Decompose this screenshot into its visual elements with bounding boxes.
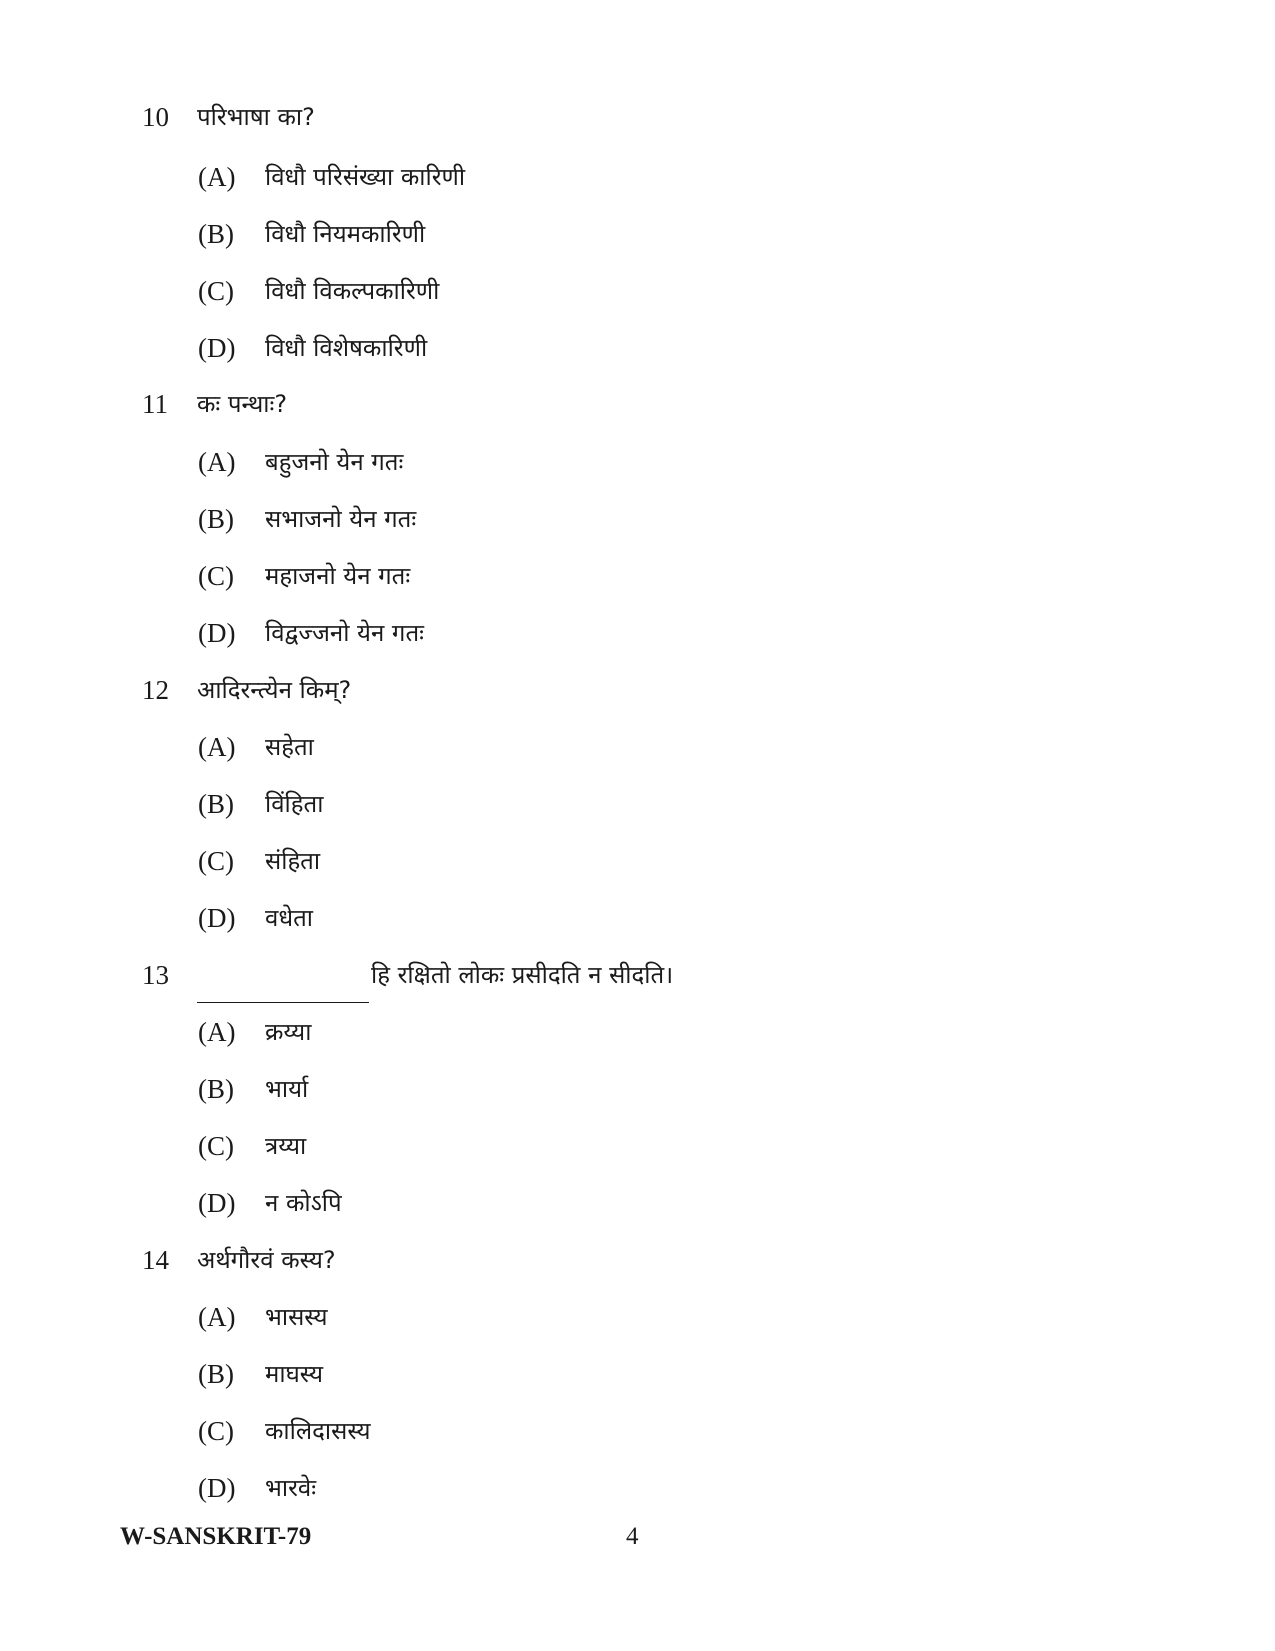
option-letter: (C): [198, 846, 234, 876]
option-letter: (C): [198, 1131, 234, 1161]
question-text: कः पन्थाः?: [197, 390, 288, 418]
option-letter: (A): [198, 162, 236, 192]
option-letter: (C): [198, 1416, 234, 1446]
question-text-with-blank: [197, 948, 673, 1003]
option-text: विधौ परिसंख्या कारिणी: [265, 163, 466, 191]
option-letter: (D): [198, 1188, 236, 1218]
question-number: 14: [142, 1245, 169, 1275]
option-letter: (A): [198, 1302, 236, 1332]
question-text: हि रक्षितो लोकः प्रसीदति न सीदति।: [371, 961, 674, 989]
question-number: 11: [142, 389, 168, 419]
option-text: भारवेः: [265, 1474, 317, 1502]
option-letter: (D): [198, 333, 236, 363]
option-letter: (B): [198, 1359, 234, 1389]
option-letter: (B): [198, 1074, 234, 1104]
option-text: क्रय्या: [265, 1018, 312, 1046]
option-text: सभाजनो येन गतः: [265, 505, 417, 533]
option-letter: (D): [198, 618, 236, 648]
paper-code: W-SANSKRIT-79: [120, 1523, 312, 1550]
option-text: विधौ नियमकारिणी: [265, 220, 426, 248]
option-letter: (C): [198, 561, 234, 591]
question-text: अर्थगौरवं कस्य?: [197, 1246, 336, 1274]
option-text: भासस्य: [265, 1303, 328, 1331]
option-text: सहेता: [265, 733, 314, 761]
option-text: महाजनो येन गतः: [265, 562, 411, 590]
option-letter: (D): [198, 903, 236, 933]
option-text: विधौ विकल्पकारिणी: [265, 277, 440, 305]
option-letter: (B): [198, 504, 234, 534]
option-text: विधौ विशेषकारिणी: [265, 334, 428, 362]
page-number: 4: [626, 1523, 639, 1550]
option-letter: (A): [198, 732, 236, 762]
question-text: आदिरन्त्येन किम्?: [197, 676, 352, 704]
option-letter: (A): [198, 1017, 236, 1047]
option-text: विंहिता: [265, 790, 324, 818]
option-letter: (A): [198, 447, 236, 477]
question-number: 13: [142, 960, 169, 990]
option-text: माघस्य: [265, 1360, 324, 1388]
option-text: न कोऽपि: [265, 1189, 342, 1217]
option-letter: (C): [198, 276, 234, 306]
question-number: 12: [142, 675, 169, 705]
question-text: परिभाषा का?: [197, 103, 315, 131]
option-letter: (B): [198, 789, 234, 819]
option-text: वधेता: [265, 904, 313, 932]
option-text: बहुजनो येन गतः: [265, 448, 404, 476]
option-text: त्रय्या: [265, 1132, 307, 1160]
question-number: 10: [142, 102, 169, 132]
option-text: संहिता: [265, 847, 321, 875]
option-text: विद्वज्जनो येन गतः: [265, 619, 424, 647]
option-text: कालिदासस्य: [265, 1417, 371, 1445]
option-letter: (B): [198, 219, 234, 249]
option-letter: (D): [198, 1473, 236, 1503]
option-text: भार्या: [265, 1075, 309, 1103]
fill-in-blank: [197, 969, 369, 1003]
